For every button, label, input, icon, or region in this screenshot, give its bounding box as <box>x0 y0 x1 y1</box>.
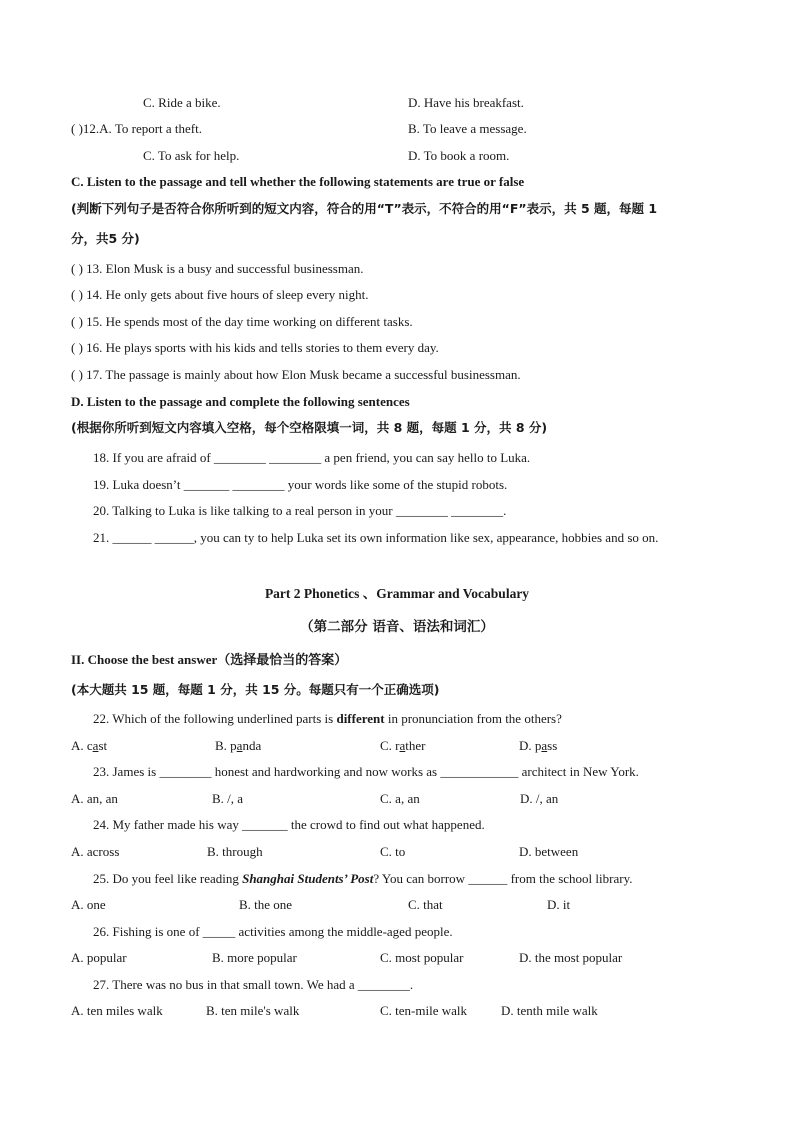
q27-option-a: A. ten miles walk <box>71 1003 163 1018</box>
q12-stem <box>71 121 202 137</box>
q12-option-d: D. To book a room. <box>408 148 510 163</box>
q23-stem: 23. James is ________ honest and hardworking and now works as ____________ architect in New York. <box>93 764 639 779</box>
q27-option-c: C. ten-mile walk <box>380 1003 468 1018</box>
keyword-different: different <box>336 711 385 726</box>
q11-option-d: D. Have his breakfast. <box>408 95 524 110</box>
q26-stem: 26. Fishing is one of _____ activities among the middle-aged people. <box>93 924 453 939</box>
q27-stem: 27. There was no bus in that small town. We had a ________. <box>93 977 414 992</box>
q27-option-b: B. ten mile's walk <box>206 1003 300 1018</box>
sentence-19: 19. Luka doesn’t _______ ________ your words like some of the stupid robots. <box>93 477 508 492</box>
statement-14: ( ) 14. He only gets about five hours of sleep every night. <box>71 287 369 302</box>
q26-option-c: C. most popular <box>380 950 464 965</box>
q23-option-b: B. /, a <box>212 791 244 806</box>
statement-17: ( ) 17. The passage is mainly about how Elon Musk became a successful businessman. <box>71 367 521 382</box>
q23-option-d: D. /, an <box>520 791 559 806</box>
q24-option-d: D. between <box>519 844 579 859</box>
q26-option-d: D. the most popular <box>519 950 623 965</box>
q25-option-c: C. that <box>408 897 443 912</box>
section-c-instructions-cont: 分，共5 分) <box>71 231 140 246</box>
part-2-title: Part 2 Phonetics 、Grammar and Vocabulary <box>264 586 530 601</box>
section-c-instructions: (判断下列句子是否符合你所听到的短文内容，符合的用“T”表示，不符合的用“F”表示，共 5 题，每题 1 <box>71 201 658 216</box>
section-ii-instructions: (本大题共 15 题，每题 1 分，共 15 分。每题只有一个正确选项) <box>71 682 440 697</box>
statement-15: ( ) 15. He spends most of the day time working on different tasks. <box>71 314 413 329</box>
q26-option-a: A. popular <box>71 950 127 965</box>
q22-stem: 22. Which of the following underlined parts is different in pronunciation from the others? <box>93 711 562 726</box>
q22-option-a: A. cast <box>71 738 108 753</box>
q23-option-a: A. an, an <box>71 791 118 806</box>
q22-option-b: B. panda <box>215 738 262 753</box>
q22-option-c: C. rather <box>380 738 426 753</box>
sentence-18: 18. If you are afraid of ________ ________ a pen friend, you can say hello to Luka. <box>93 450 531 465</box>
q25-option-a: A. one <box>71 897 106 912</box>
q12-option-b: B. To leave a message. <box>408 121 527 136</box>
answer-paren: ( )12. <box>71 121 100 136</box>
statement-13: ( ) 13. Elon Musk is a busy and successful businessman. <box>71 261 364 276</box>
q24-option-b: B. through <box>207 844 263 859</box>
q25-option-d: D. it <box>547 897 571 912</box>
statement-16: ( ) 16. He plays sports with his kids and tells stories to them every day. <box>71 340 439 355</box>
q27-option-d: D. tenth mile walk <box>501 1003 598 1018</box>
newspaper-title: Shanghai Students’ Post <box>242 871 374 886</box>
q12-option-c: C. To ask for help. <box>143 148 240 163</box>
part-2-subtitle: （第二部分 语音、语法和词汇） <box>300 619 494 635</box>
section-ii-title: II. Choose the best answer（选择最恰当的答案） <box>71 652 348 667</box>
q24-stem: 24. My father made his way _______ the crowd to find out what happened. <box>93 817 485 832</box>
q12-option-a: A. To report a theft. <box>99 121 202 136</box>
q11-option-c: C. Ride a bike. <box>143 95 221 110</box>
q24-option-a: A. across <box>71 844 120 859</box>
q26-option-b: B. more popular <box>212 950 297 965</box>
section-d-instructions: (根据你所听到短文内容填入空格，每个空格限填一词，共 8 题，每题 1 分，共 8 分) <box>71 420 548 435</box>
section-d-title: D. Listen to the passage and complete the following sentences <box>71 394 410 409</box>
q25-option-b: B. the one <box>239 897 293 912</box>
sentence-20: 20. Talking to Luka is like talking to a real person in your ________ ________. <box>93 503 507 518</box>
q23-option-c: C. a, an <box>380 791 420 806</box>
sentence-21: 21. ______ ______, you can ty to help Luka set its own information like sex, appearance, hobbies and so on. <box>93 530 659 545</box>
q22-option-d: D. pass <box>519 738 558 753</box>
section-c-title: C. Listen to the passage and tell whether the following statements are true or false <box>71 174 525 189</box>
q25-stem: 25. Do you feel like reading Shanghai Students’ Post? You can borrow ______ from the school library. <box>93 871 633 886</box>
q24-option-c: C. to <box>380 844 406 859</box>
